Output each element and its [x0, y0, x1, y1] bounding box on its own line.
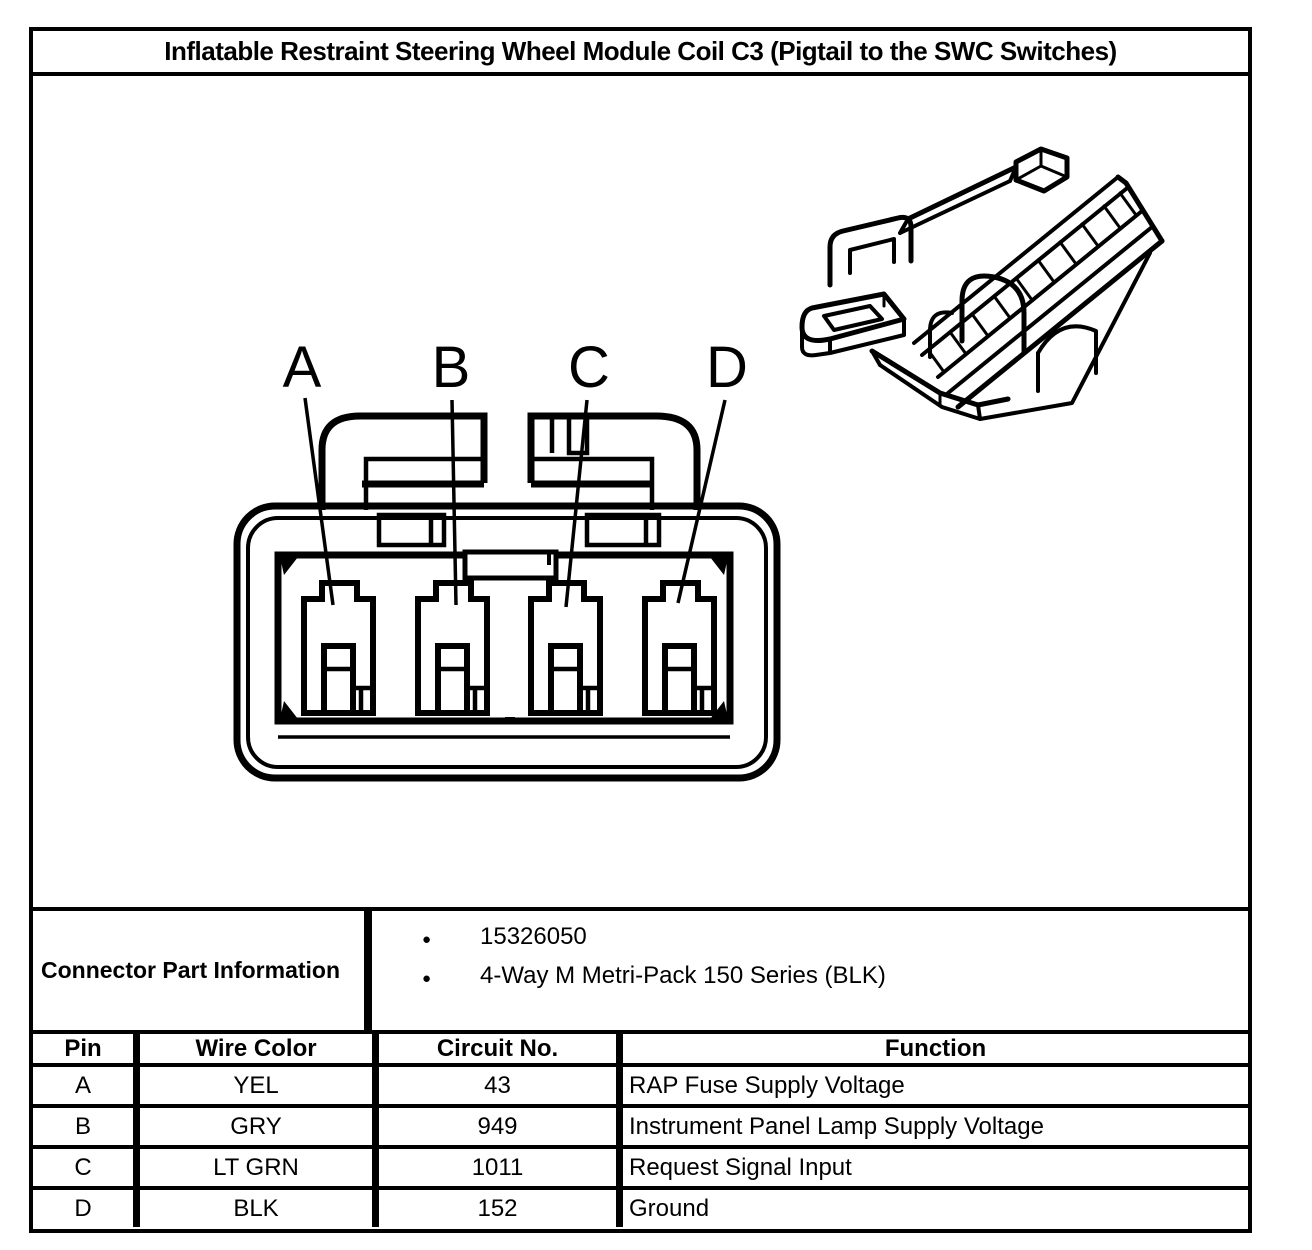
connector-part-information-list: [372, 911, 1248, 1030]
header-pin: Pin: [33, 1034, 140, 1063]
pin-cell: C: [33, 1149, 140, 1186]
table-row-pin-b: [33, 1104, 1248, 1145]
function-cell: Ground: [629, 1194, 710, 1222]
pin-label-c: C: [568, 335, 610, 400]
circuit-no-cell: 43: [379, 1067, 623, 1104]
circuit-no-cell: 949: [379, 1108, 623, 1145]
function-cell: RAP Fuse Supply Voltage: [629, 1071, 905, 1099]
header-circuit-no: Circuit No.: [379, 1034, 623, 1063]
bullet-icon: ●: [422, 970, 432, 987]
part-description: 4-Way M Metri-Pack 150 Series (BLK): [480, 962, 886, 989]
pin-label-b: B: [431, 335, 471, 400]
list-item: [372, 956, 1248, 995]
table-row-pin-a: [33, 1063, 1248, 1104]
pin-label-d: D: [706, 335, 748, 400]
wire-color-cell: LT GRN: [140, 1149, 379, 1186]
bullet-icon: ●: [422, 931, 432, 948]
pin-table-header: [33, 1030, 1248, 1063]
pin-cell: D: [33, 1190, 140, 1227]
wire-color-cell: GRY: [140, 1108, 379, 1145]
circuit-no-cell: 1011: [379, 1149, 623, 1186]
title-bar: [33, 31, 1248, 76]
pin-cell: B: [33, 1108, 140, 1145]
pin-cell: A: [33, 1067, 140, 1104]
connector-index-tab: [322, 416, 697, 510]
table-row-pin-c: [33, 1145, 1248, 1186]
connector-part-information-label: Connector Part Information: [41, 957, 341, 983]
wire-color-cell: YEL: [140, 1067, 379, 1104]
table-row-pin-d: [33, 1186, 1248, 1227]
connector-front-view: [237, 335, 777, 778]
center-key: [465, 552, 556, 578]
function-cell: Request Signal Input: [629, 1153, 852, 1181]
connector-diagram: [33, 76, 1248, 907]
connector-part-information-label-cell: [33, 911, 372, 1030]
list-item: [372, 917, 1248, 956]
pin-cavity-b: [418, 583, 487, 713]
function-cell: Instrument Panel Lamp Supply Voltage: [629, 1112, 1044, 1140]
header-wire-color: Wire Color: [140, 1034, 379, 1063]
pin-cavity-a: [304, 583, 373, 713]
connector-diagram-area: [33, 76, 1248, 907]
page-title: Inflatable Restraint Steering Wheel Module Coil C3 (Pigtail to the SWC Switches): [164, 36, 1117, 66]
wire-color-cell: BLK: [140, 1190, 379, 1227]
pin-callout-labels: [283, 335, 748, 400]
pin-label-a: A: [282, 335, 322, 400]
page-frame: [29, 27, 1252, 1233]
connector-part-information-row: [33, 907, 1248, 1030]
part-number: 15326050: [480, 923, 587, 950]
connector-isometric-view: [802, 149, 1162, 419]
circuit-no-cell: 152: [379, 1190, 623, 1227]
header-function: Function: [884, 1034, 987, 1062]
